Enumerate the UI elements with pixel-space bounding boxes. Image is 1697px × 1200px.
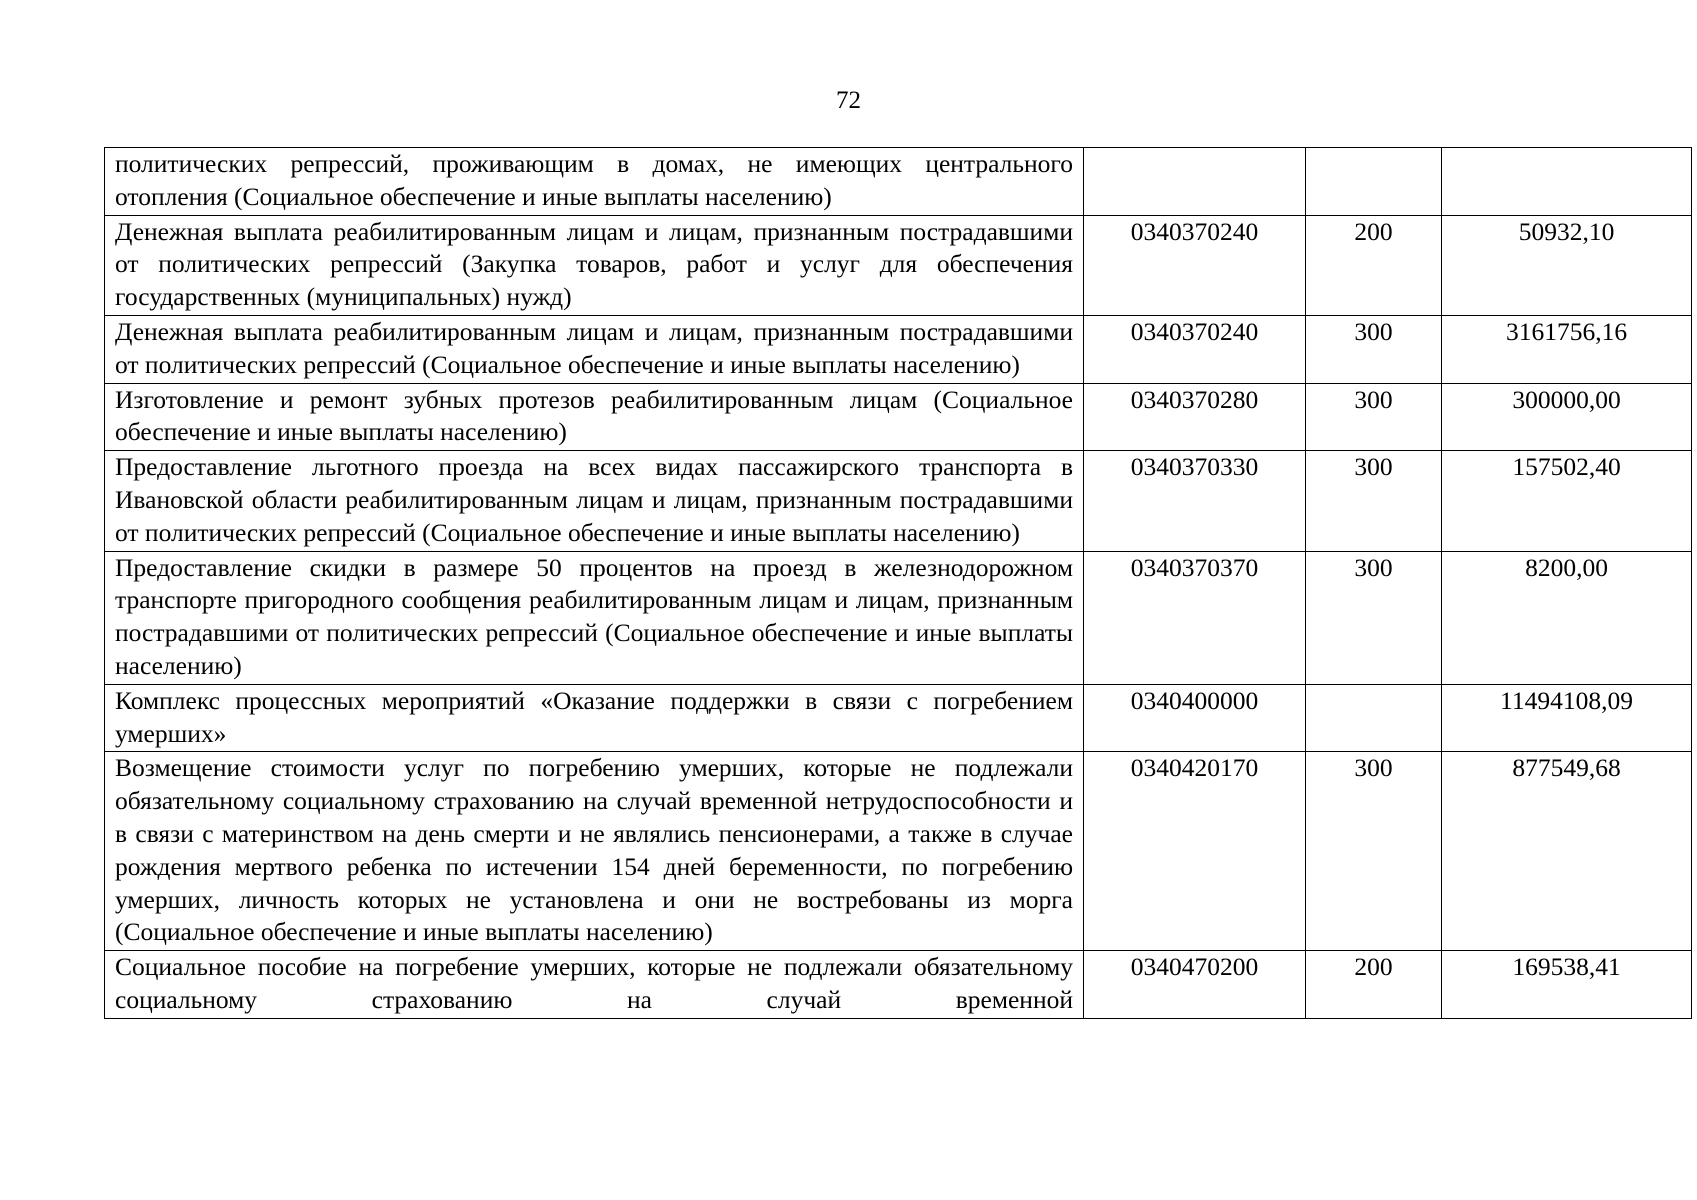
row-code-cell xyxy=(1084,148,1306,216)
row-sum-cell xyxy=(1442,148,1692,216)
row-type-cell: 300 xyxy=(1306,752,1442,951)
budget-table xyxy=(104,147,1692,1019)
row-code-cell: 0340370240 xyxy=(1084,315,1306,383)
table-row xyxy=(105,383,1692,451)
row-code-cell: 0340370330 xyxy=(1084,451,1306,551)
table-row xyxy=(105,451,1692,551)
table-row xyxy=(105,951,1692,1019)
row-sum-cell: 8200,00 xyxy=(1442,551,1692,684)
row-type-cell: 300 xyxy=(1306,451,1442,551)
table-row xyxy=(105,551,1692,684)
row-type-cell: 200 xyxy=(1306,951,1442,1019)
row-sum-cell: 50932,10 xyxy=(1442,215,1692,315)
row-type-cell: 200 xyxy=(1306,215,1442,315)
row-sum-cell: 157502,40 xyxy=(1442,451,1692,551)
row-name-cell: Предоставление скидки в размере 50 процентов на проезд в железнодорожном транспорте пригородного сообщения реабилитированным лицам и лицам, признанным пострадавшими от политических репрессий (Социальное обеспечение и иные выплаты населению) xyxy=(105,551,1084,684)
row-code-cell: 0340420170 xyxy=(1084,752,1306,951)
row-type-cell: 300 xyxy=(1306,551,1442,684)
row-code-cell: 0340370240 xyxy=(1084,215,1306,315)
row-sum-cell: 11494108,09 xyxy=(1442,684,1692,752)
row-name-cell: Социальное пособие на погребение умерших, которые не подлежали обязательному социальному страхованию на случай временной xyxy=(105,951,1084,1019)
row-type-cell: 300 xyxy=(1306,315,1442,383)
row-type-cell xyxy=(1306,684,1442,752)
row-code-cell: 0340400000 xyxy=(1084,684,1306,752)
row-name-cell: Комплекс процессных мероприятий «Оказание поддержки в связи с погребением умерших» xyxy=(105,684,1084,752)
row-name-cell: Изготовление и ремонт зубных протезов реабилитированным лицам (Социальное обеспечение и иные выплаты населению) xyxy=(105,383,1084,451)
row-type-cell xyxy=(1306,148,1442,216)
table-row xyxy=(105,315,1692,383)
row-sum-cell: 3161756,16 xyxy=(1442,315,1692,383)
row-type-cell: 300 xyxy=(1306,383,1442,451)
row-name-cell: политических репрессий, проживающим в домах, не имеющих центрального отопления (Социальное обеспечение и иные выплаты населению) xyxy=(105,148,1084,216)
row-name-cell: Денежная выплата реабилитированным лицам и лицам, признанным пострадавшими от политических репрессий (Закупка товаров, работ и услуг для обеспечения государственных (муниципальных) нужд) xyxy=(105,215,1084,315)
row-sum-cell: 169538,41 xyxy=(1442,951,1692,1019)
row-code-cell: 0340370280 xyxy=(1084,383,1306,451)
row-name-cell: Возмещение стоимости услуг по погребению умерших, которые не подлежали обязательному социальному страхованию на случай временной нетрудоспособности и в связи с материнством на день смерти и не являлись пенсионерами, а также в случае рождения мертвого ребенка по истечении 154 дней беременности, по погребению умерших, личность которых не установлена и они не востребованы из морга (Социальное обеспечение и иные выплаты населению) xyxy=(105,752,1084,951)
page-number: 72 xyxy=(836,87,861,114)
table-row xyxy=(105,752,1692,951)
row-sum-cell: 877549,68 xyxy=(1442,752,1692,951)
table-row xyxy=(105,215,1692,315)
row-name-cell: Денежная выплата реабилитированным лицам и лицам, признанным пострадавшими от политических репрессий (Социальное обеспечение и иные выплаты населению) xyxy=(105,315,1084,383)
table-row xyxy=(105,684,1692,752)
row-code-cell: 0340470200 xyxy=(1084,951,1306,1019)
row-name-cell: Предоставление льготного проезда на всех видах пассажирского транспорта в Ивановской области реабилитированным лицам и лицам, признанным пострадавшими от политических репрессий (Социальное обеспечение и иные выплаты населению) xyxy=(105,451,1084,551)
row-sum-cell: 300000,00 xyxy=(1442,383,1692,451)
row-code-cell: 0340370370 xyxy=(1084,551,1306,684)
table-row xyxy=(105,148,1692,216)
